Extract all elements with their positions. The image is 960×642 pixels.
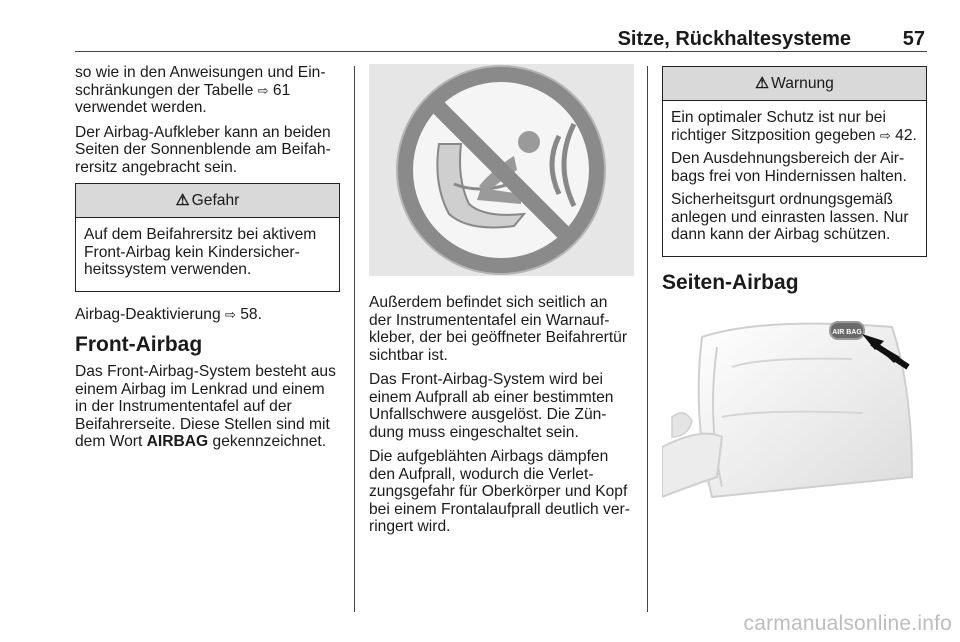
warning-box bbox=[662, 66, 927, 257]
page-ref-link[interactable]: 58. bbox=[240, 305, 262, 323]
side-airbag-seat-figure bbox=[662, 307, 927, 512]
column-divider-1 bbox=[354, 66, 355, 612]
column-divider-2 bbox=[647, 66, 648, 612]
page-header bbox=[75, 28, 927, 50]
section-heading: Front-Airbag bbox=[75, 333, 203, 356]
danger-box bbox=[75, 183, 340, 292]
warning-triangle-icon: ⚠ bbox=[755, 74, 770, 92]
arrow-ref-icon: ⇨ bbox=[257, 82, 269, 98]
warning-box-text: Sicherheitsgurt ordnungsgemäß anlegen und einrasten lassen. Nur dann kann der Airbag schützen. bbox=[671, 191, 909, 243]
page-title: Sitze, Rückhaltesysteme bbox=[617, 28, 851, 50]
paragraph: Airbag-Deaktivierung ⇨ 58. bbox=[75, 305, 262, 323]
warning-triangle-icon: ⚠ bbox=[175, 191, 190, 209]
column-3 bbox=[662, 64, 927, 512]
paragraph: so wie in den Anweisungen und Einschränkungen der Tabelle ⇨ 61 verwendet werden. bbox=[75, 64, 326, 116]
paragraph: Der Airbag-Aufkleber kann an beiden Seiten der Sonnenblende am Beifahrersitz angebracht sein. bbox=[75, 123, 331, 176]
page-number: 57 bbox=[902, 28, 925, 50]
warning-box-text: Ein optimaler Schutz ist nur bei richtiger Sitzposition gegeben ⇨ 42. bbox=[671, 109, 917, 144]
warning-box-title: Warnung bbox=[771, 74, 834, 92]
danger-box-title: Gefahr bbox=[191, 191, 240, 209]
column-1 bbox=[75, 64, 340, 458]
arrow-ref-icon: ⇨ bbox=[879, 127, 891, 143]
danger-box-header bbox=[76, 184, 339, 218]
danger-box-text: Auf dem Beifahrersitz bei aktivem Front-Airbag kein Kindersicherheitssystem verwenden. bbox=[84, 226, 317, 278]
warning-box-text: Den Ausdehnungsbereich der Airbags frei von Hindernissen halten. bbox=[671, 150, 907, 185]
warning-box-header bbox=[663, 67, 926, 101]
page-ref-link[interactable]: 42. bbox=[895, 126, 917, 144]
section-heading: Seiten-Airbag bbox=[662, 270, 799, 294]
paragraph: Das Front-Airbag-System wird bei einem Aufprall ab einer bestimmten Unfallschwere ausgelöst. Die Zündung muss eingeschaltet sein. bbox=[369, 371, 614, 441]
column-2 bbox=[369, 64, 634, 543]
paragraph: Die aufgeblähten Airbags dämpfen den Aufprall, wodurch die Verletzungsgefahr für Oberkörper und Kopf bei einem Frontalaufprall deutlich verringert wird. bbox=[369, 448, 630, 535]
header-rule bbox=[75, 51, 927, 52]
watermark: carmanualsonline.info bbox=[743, 612, 952, 635]
paragraph: Das Front-Airbag-System besteht aus einem Airbag im Lenkrad und einem in der Instrumententafel auf der Beifahrerseite. Diese Stellen sind mit dem Wort AIRBAG gekennzeichnet. bbox=[75, 363, 336, 450]
arrow-ref-icon: ⇨ bbox=[224, 306, 236, 322]
svg-text:AIR BAG: AIR BAG bbox=[832, 328, 862, 336]
page-ref-link[interactable]: 61 bbox=[272, 81, 291, 99]
no-child-seat-sign-figure bbox=[369, 64, 634, 276]
paragraph: Außerdem befindet sich seitlich an der Instrumententafel ein Warnaufkleber, der bei geöffneter Beifahrertür sichtbar ist. bbox=[369, 294, 628, 364]
